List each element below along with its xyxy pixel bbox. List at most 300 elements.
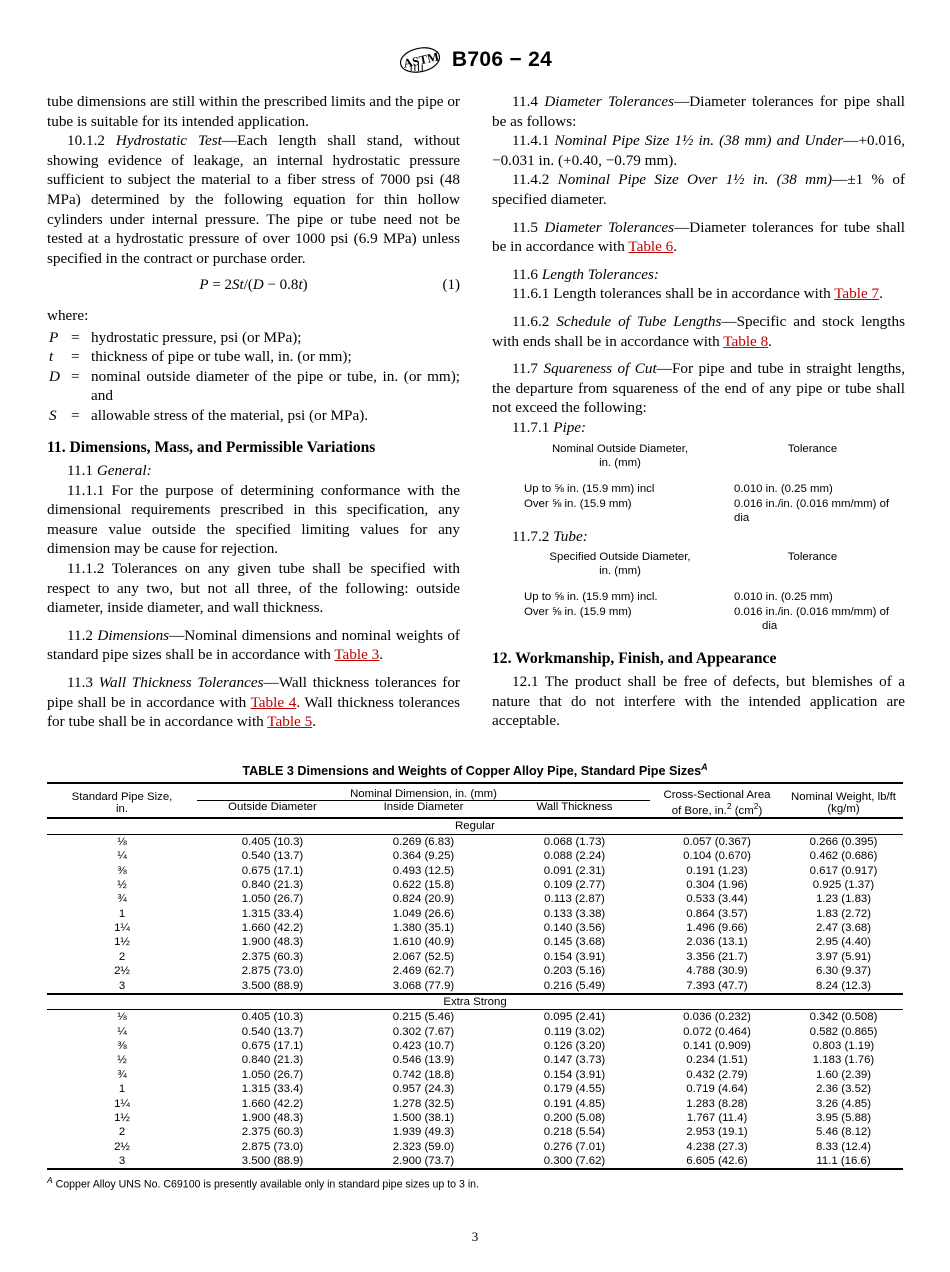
paragraph-number: 11.1.1 <box>67 481 105 499</box>
cell-nominal-weight: 6.30 (9.37) <box>815 965 872 978</box>
cell-outside-diameter: 1.660 (42.2) <box>241 922 304 934</box>
page-number: 3 <box>471 1229 479 1244</box>
cell-inside-diameter: 0.302 (7.67) <box>392 1025 455 1038</box>
cell-inside-diameter: 2.323 (59.0) <box>392 1140 455 1153</box>
paragraph-body-end: . <box>768 332 772 350</box>
pipe-tolerance-value: 0.010 in. (0.25 mm) <box>734 482 833 495</box>
paragraph-body: —Diameter tolerances for pipe shall be as follows: <box>492 93 905 130</box>
table-row <box>47 1010 903 1025</box>
paragraph-number: 11.2 <box>67 626 94 644</box>
paragraph-11-5 <box>492 218 905 257</box>
table-row <box>47 950 903 964</box>
paragraph-title: Schedule of Tube Lengths <box>556 312 722 330</box>
equation-number: (1) <box>442 277 460 294</box>
table-row <box>47 834 903 849</box>
paragraph-11-7-2 <box>492 527 905 547</box>
cell-nominal-weight: 0.266 (0.395) <box>784 834 903 849</box>
where-symbol: D <box>49 367 60 385</box>
paragraph-11-7-1 <box>492 418 905 438</box>
paragraph-11-1-1 <box>47 481 460 559</box>
paragraph-number: 12.1 <box>512 673 539 691</box>
pipe-table-row <box>506 481 891 496</box>
where-definition: hydrostatic pressure, psi (or MPa); <box>91 328 302 346</box>
mini-table-header-row <box>506 442 891 481</box>
header-line-2: in. (mm) <box>599 456 641 469</box>
cell-inside-diameter: 0.742 (18.8) <box>392 1068 455 1081</box>
cell-outside-diameter: 0.675 (17.1) <box>241 864 304 877</box>
cell-wall-thickness: 0.119 (3.02) <box>544 1025 605 1038</box>
table-row <box>47 878 903 892</box>
paragraph-number: 11.4.1 <box>512 132 550 150</box>
table-3-title-footnote-mark: A <box>701 762 708 772</box>
paragraph-number: 11.4 <box>512 93 539 110</box>
paragraph-11-1-2 <box>47 559 460 618</box>
where-equals: = <box>71 406 80 424</box>
cell-cross-sectional-area: 0.191 (1.23) <box>686 864 748 877</box>
cell-cross-sectional-area: 0.036 (0.232) <box>650 1010 784 1025</box>
table-8-reference-link[interactable]: Table 8 <box>723 332 769 350</box>
cell-pipe-size: 2 <box>118 1126 126 1139</box>
cell-cross-sectional-area: 0.719 (4.64) <box>686 1083 748 1096</box>
cell-inside-diameter: 1.049 (26.6) <box>392 907 455 920</box>
paragraph-title: Diameter Tolerances <box>544 218 675 236</box>
header-group-nominal-dimension: Nominal Dimension, in. (mm) <box>197 783 650 801</box>
table-row <box>47 892 903 906</box>
cell-pipe-size: ½ <box>117 878 127 891</box>
paragraph-title: Nominal Pipe Size Over 1½ in. (38 mm) <box>557 171 833 189</box>
cell-outside-diameter: 1.050 (26.7) <box>241 893 304 906</box>
cell-outside-diameter: 0.540 (13.7) <box>241 1025 304 1038</box>
where-label: where: <box>47 307 89 325</box>
cell-inside-diameter: 3.068 (77.9) <box>392 979 455 992</box>
paragraph-number: 11.1 <box>67 461 94 479</box>
table-3-group-header <box>47 818 903 834</box>
where-definition: allowable stress of the material, psi (or MPa). <box>91 406 369 424</box>
table-row <box>47 863 903 877</box>
cell-outside-diameter: 0.840 (21.3) <box>241 878 304 891</box>
right-column <box>492 92 905 731</box>
where-definition: nominal outside diameter of the pipe or tube, in. (or mm); and <box>91 367 460 405</box>
table-3-header-row-1 <box>47 783 903 801</box>
table-3-group-header <box>47 994 903 1010</box>
paragraph-12-1 <box>492 672 905 731</box>
cell-pipe-size: ⅛ <box>47 1010 197 1025</box>
pipe-size-range: Up to ⅝ in. (15.9 mm) incl <box>524 482 655 495</box>
cell-wall-thickness: 0.203 (5.16) <box>543 965 606 978</box>
cell-outside-diameter: 0.540 (13.7) <box>241 850 304 863</box>
mini-table-header-row <box>506 550 891 589</box>
cell-inside-diameter: 0.493 (12.5) <box>392 864 455 877</box>
cell-inside-diameter: 0.269 (6.83) <box>348 834 499 849</box>
cell-pipe-size: ¾ <box>117 1068 127 1081</box>
paragraph-11-7 <box>492 359 905 418</box>
cell-nominal-weight: 5.46 (8.12) <box>815 1126 872 1139</box>
header-line-1: Nominal Weight, lb/ft <box>791 790 896 803</box>
header-line-1: Standard Pipe Size, <box>71 790 173 803</box>
header-line-1: Nominal Outside Diameter, <box>551 442 689 455</box>
paragraph-body: —Specific and stock lengths with ends shall be in accordance with <box>492 312 905 350</box>
paragraph-11-2 <box>47 626 460 665</box>
tube-size-range: Up to ⅝ in. (15.9 mm) incl. <box>524 591 658 604</box>
cell-cross-sectional-area: 7.393 (47.7) <box>686 979 748 992</box>
cell-inside-diameter: 2.469 (62.7) <box>392 965 455 978</box>
header-cross-sectional-area <box>650 783 784 818</box>
table-3-footnote <box>47 1170 903 1192</box>
where-row <box>47 347 460 366</box>
cell-inside-diameter: 0.423 (10.7) <box>392 1040 455 1052</box>
cell-pipe-size: 1½ <box>114 936 130 949</box>
where-symbol: P <box>49 328 59 346</box>
paragraph-number: 11.7 <box>512 360 539 378</box>
paragraph-body: . Wall thickness tolerances for tube shall be in accordance with <box>47 693 461 731</box>
cell-nominal-weight: 1.60 (2.39) <box>815 1068 872 1081</box>
cell-inside-diameter: 2.900 (73.7) <box>348 1154 499 1169</box>
paragraph-title: Wall Thickness Tolerances <box>98 673 264 691</box>
cell-wall-thickness: 0.095 (2.41) <box>499 1010 650 1025</box>
pipe-table-row <box>506 496 891 525</box>
paragraph-body-end: . <box>879 285 883 303</box>
cell-cross-sectional-area: 6.605 (42.6) <box>650 1154 784 1169</box>
table-3-reference-link[interactable]: Table 3 <box>334 646 380 664</box>
header-line-2: of Bore, in.$^2$ $(cm^2)$ <box>671 800 763 817</box>
where-equals: = <box>71 328 80 346</box>
tolerance-line-1: 0.016 in./in. (0.016 mm/mm) of <box>734 606 890 619</box>
where-row <box>47 367 460 406</box>
paragraph-body: —Diameter tolerances for tube shall be in accordance with <box>492 218 905 256</box>
table-row <box>47 1024 903 1038</box>
cell-pipe-size: ¼ <box>117 850 127 863</box>
paragraph-number: 11.7.1 <box>512 418 550 436</box>
cell-outside-diameter: 2.375 (60.3) <box>241 950 304 963</box>
paragraph-body: Tolerances on any given tube shall be specified with respect to any two, but not all three, of the following: outside diameter, inside diameter, and wall thickness. <box>47 559 460 617</box>
left-column <box>47 92 460 732</box>
section-heading-12: 12. Workmanship, Finish, and Appearance <box>492 650 777 668</box>
paragraph-body: For the purpose of determining conformance with the dimensional requirements prescribed in this specification, any measure value outside the specified limiting values for any dimension may be cause for rejection. <box>47 481 460 558</box>
footnote-text: Copper Alloy UNS No. C69100 is presently available only in standard pipe sizes up to 3 in. <box>52 1178 480 1191</box>
paragraph-body-end: . <box>673 238 678 256</box>
paragraph-11-4-2 <box>492 170 905 209</box>
group-label-regular: Regular <box>47 818 903 834</box>
cell-outside-diameter: 0.675 (17.1) <box>241 1040 304 1052</box>
where-definition: thickness of pipe or tube wall, in. (or mm); <box>91 348 352 366</box>
paragraph-body: The product shall be free of defects, but blemishes of a nature that do not interfere with the intended application are acceptable. <box>492 673 905 730</box>
cell-wall-thickness: 0.200 (5.08) <box>543 1111 606 1124</box>
cell-nominal-weight: 3.26 (4.85) <box>815 1097 872 1110</box>
table-7-reference-link[interactable]: Table 7 <box>834 285 880 303</box>
table-6-reference-link[interactable]: Table 6 <box>628 238 674 256</box>
table-row <box>47 921 903 935</box>
cell-cross-sectional-area: 0.234 (1.51) <box>686 1054 748 1067</box>
cell-pipe-size: 2½ <box>114 1140 130 1153</box>
cell-nominal-weight: 0.462 (0.686) <box>809 850 878 863</box>
cell-inside-diameter: 1.610 (40.9) <box>392 936 455 949</box>
cell-wall-thickness: 0.133 (3.38) <box>543 907 606 920</box>
cell-pipe-size: ⅜ <box>117 864 127 877</box>
group-label-extra-strong: Extra Strong <box>47 994 903 1010</box>
cell-pipe-size: ⅛ <box>47 834 197 849</box>
table-row <box>47 1053 903 1067</box>
cell-wall-thickness: 0.154 (3.91) <box>543 1068 606 1081</box>
where-row <box>47 406 460 425</box>
cell-nominal-weight: 2.47 (3.68) <box>815 922 872 934</box>
cell-wall-thickness: 0.154 (3.91) <box>543 950 606 963</box>
cell-wall-thickness: 0.126 (3.20) <box>543 1040 606 1052</box>
paragraph-body: —+0.016, −0.031 in. (+0.40, −0.79 mm). <box>492 132 905 169</box>
cell-inside-diameter: 0.364 (9.25) <box>392 850 455 863</box>
cell-pipe-size: 3 <box>118 979 126 992</box>
equation-1 <box>47 277 460 297</box>
cell-outside-diameter: 1.050 (26.7) <box>241 1068 304 1081</box>
paragraph-body: —Wall thickness tolerances for pipe shall be in accordance with <box>47 673 460 711</box>
cell-nominal-weight: 0.803 (1.19) <box>812 1040 875 1052</box>
cell-inside-diameter: 0.215 (5.46) <box>348 1010 499 1025</box>
table-5-reference-link[interactable]: Table 5 <box>267 713 313 731</box>
paragraph-11-4-1 <box>492 131 905 170</box>
where-definitions-table <box>47 328 460 425</box>
paragraph-number: 11.6.1 <box>512 285 550 303</box>
pipe-tolerance-value: 0.016 in./in. (0.016 mm/mm) of dia <box>734 497 890 524</box>
tube-tolerance-value <box>734 604 891 633</box>
cell-pipe-size: 1½ <box>114 1111 130 1124</box>
cell-cross-sectional-area: 1.283 (8.28) <box>686 1097 748 1110</box>
cell-pipe-size: 1 <box>118 1083 126 1096</box>
cell-inside-diameter: 1.380 (35.1) <box>392 922 455 934</box>
cell-wall-thickness: 0.088 (2.24) <box>543 850 606 863</box>
header-outside-diameter: Outside Diameter <box>228 801 317 814</box>
paragraph-title: Dimensions <box>97 626 170 644</box>
cell-wall-thickness: 0.068 (1.73) <box>499 834 650 849</box>
cell-pipe-size: ¼ <box>117 1025 127 1038</box>
section-heading-11: 11. Dimensions, Mass, and Permissible Variations <box>47 438 376 456</box>
footnote-mark: A <box>47 1175 53 1186</box>
paragraph-number: 11.5 <box>512 218 539 236</box>
table-3-container <box>47 762 903 1192</box>
table-row <box>47 1068 903 1082</box>
cell-nominal-weight: 3.97 (5.91) <box>815 950 872 963</box>
paragraph-title: General: <box>96 461 152 479</box>
cell-wall-thickness: 0.091 (2.31) <box>543 864 606 877</box>
tube-table-row <box>506 589 891 604</box>
cell-cross-sectional-area: 0.057 (0.367) <box>650 834 784 849</box>
where-equals: = <box>71 367 80 385</box>
cell-nominal-weight: 2.36 (3.52) <box>815 1083 872 1096</box>
cell-outside-diameter: 1.315 (33.4) <box>241 1083 304 1096</box>
cell-inside-diameter: 1.500 (38.1) <box>392 1111 455 1124</box>
pipe-table-header-diameter <box>506 442 734 481</box>
paragraph-body-end: . <box>379 646 384 664</box>
svg-text:ASTM: ASTM <box>402 49 441 71</box>
cell-wall-thickness: 0.191 (4.85) <box>543 1097 606 1110</box>
cell-outside-diameter: 1.660 (42.2) <box>241 1097 304 1110</box>
cell-cross-sectional-area: 1.496 (9.66) <box>686 922 748 934</box>
tube-table-header-diameter <box>506 550 734 589</box>
table-row <box>47 935 903 949</box>
paragraph-title: Squareness of Cut <box>543 360 657 378</box>
cell-pipe-size: ⅜ <box>117 1040 127 1052</box>
table-row <box>47 906 903 920</box>
astm-logo-icon <box>398 45 442 75</box>
where-row <box>47 328 460 347</box>
pipe-table-header-tolerance: Tolerance <box>787 442 838 455</box>
pipe-squareness-tolerance-table <box>506 442 891 525</box>
paragraph-number: 11.1.2 <box>67 559 105 577</box>
tube-size-range: Over ⅝ in. (15.9 mm) <box>524 606 632 619</box>
cell-cross-sectional-area: 2.036 (13.1) <box>686 936 748 949</box>
cell-wall-thickness: 0.147 (3.73) <box>543 1054 606 1067</box>
cell-outside-diameter: 3.500 (88.9) <box>241 979 304 992</box>
cell-cross-sectional-area: 0.304 (1.96) <box>686 878 748 891</box>
cell-nominal-weight: 1.23 (1.83) <box>815 893 872 906</box>
table-row <box>47 1039 903 1053</box>
paragraph-11-4 <box>492 92 905 131</box>
paragraph-number: 10.1.2 <box>67 132 105 150</box>
table-row <box>47 1139 903 1153</box>
tube-tolerance-value: 0.010 in. (0.25 mm) <box>734 591 833 604</box>
table-row <box>47 978 903 993</box>
cell-cross-sectional-area: 0.432 (2.79) <box>686 1068 748 1081</box>
cell-inside-diameter: 2.067 (52.5) <box>392 950 455 963</box>
cell-pipe-size: 1¼ <box>114 1097 130 1110</box>
table-3 <box>47 782 903 1170</box>
table-3-title-text: TABLE 3 Dimensions and Weights of Copper Alloy Pipe, Standard Pipe Sizes <box>242 764 702 779</box>
paragraph-title: Diameter Tolerances <box>544 93 675 110</box>
cell-cross-sectional-area: 0.141 (0.909) <box>683 1040 751 1052</box>
tube-table-header-tolerance: Tolerance <box>787 551 838 564</box>
cell-wall-thickness: 0.276 (7.01) <box>543 1140 606 1153</box>
header-standard-pipe-size <box>47 783 197 818</box>
paragraph-title: Tube: <box>553 527 588 545</box>
where-symbol: t <box>49 348 54 366</box>
cell-inside-diameter: 0.824 (20.9) <box>392 893 455 906</box>
header-line-1: Cross-Sectional Area <box>663 788 771 801</box>
where-symbol: S <box>49 406 57 424</box>
paragraph-11-3 <box>47 673 460 732</box>
cell-inside-diameter: 0.957 (24.3) <box>392 1083 455 1096</box>
cell-inside-diameter: 1.939 (49.3) <box>392 1126 455 1139</box>
cell-wall-thickness: 0.179 (4.55) <box>543 1083 606 1096</box>
paragraph-title: Hydrostatic Test <box>115 132 222 150</box>
cell-cross-sectional-area: 0.072 (0.464) <box>683 1025 751 1038</box>
header-line-2: in. <box>115 802 129 815</box>
table-row <box>47 964 903 978</box>
paragraph-number: 11.6 <box>512 265 539 283</box>
paragraph-body-end: . <box>312 713 316 731</box>
cell-nominal-weight: 0.342 (0.508) <box>784 1010 903 1025</box>
table-row <box>47 849 903 863</box>
cell-wall-thickness: 0.216 (5.49) <box>543 979 606 992</box>
header-nominal-weight <box>784 783 903 818</box>
cell-outside-diameter: 0.405 (10.3) <box>197 834 348 849</box>
cell-pipe-size: 1¼ <box>114 922 130 934</box>
paragraph-body: —Nominal dimensions and nominal weights of standard pipe sizes shall be in accordance with <box>47 626 460 664</box>
paragraph-title: Pipe: <box>553 418 587 436</box>
header-inside-diameter: Inside Diameter <box>383 801 464 814</box>
cell-pipe-size: ½ <box>117 1054 127 1067</box>
pipe-size-range: Over ⅝ in. (15.9 mm) <box>524 497 632 510</box>
paragraph-11-1 <box>47 461 460 481</box>
table-row <box>47 1082 903 1096</box>
table-row <box>47 1111 903 1125</box>
table-3-title <box>47 762 903 782</box>
paragraph-11-6-2 <box>492 312 905 351</box>
paragraph-body: —±1 % of specified diameter. <box>492 171 906 208</box>
paragraph-10-1-2 <box>47 131 460 268</box>
paragraph-number: 11.6.2 <box>512 312 550 330</box>
cell-cross-sectional-area: 4.788 (30.9) <box>686 965 748 978</box>
cell-nominal-weight: 0.582 (0.865) <box>809 1025 878 1038</box>
cell-cross-sectional-area: 0.533 (3.44) <box>686 893 748 906</box>
cell-outside-diameter: 1.900 (48.3) <box>241 1111 304 1124</box>
cell-nominal-weight: 1.83 (2.72) <box>815 907 872 920</box>
cell-nominal-weight: 1.183 (1.76) <box>812 1054 875 1067</box>
cell-nominal-weight: 0.617 (0.917) <box>809 864 878 877</box>
tolerance-line-2: dia <box>762 620 778 633</box>
cell-nominal-weight: 0.925 (1.37) <box>812 878 875 891</box>
cell-outside-diameter: 2.875 (73.0) <box>241 1140 304 1153</box>
table-row <box>47 1154 903 1169</box>
cell-wall-thickness: 0.218 (5.54) <box>543 1126 606 1139</box>
cell-nominal-weight: 11.1 (16.6) <box>784 1154 903 1169</box>
page-header <box>0 45 950 85</box>
cell-wall-thickness: 0.109 (2.77) <box>543 878 606 891</box>
paragraph-number: 11.7.2 <box>512 527 550 545</box>
document-designation: B706 − 24 <box>451 48 553 71</box>
header-line-2: (kg/m) <box>827 802 860 815</box>
paragraph-number: 11.3 <box>67 673 94 691</box>
cell-cross-sectional-area: 2.953 (19.1) <box>686 1126 748 1139</box>
paragraph-title: Nominal Pipe Size 1½ in. (38 mm) and Under <box>554 132 844 150</box>
cell-wall-thickness: 0.145 (3.68) <box>543 936 606 949</box>
paragraph-title: Length Tolerances: <box>541 265 659 283</box>
paragraph-body: Length tolerances shall be in accordance with <box>553 285 835 303</box>
paragraph-number: 11.4.2 <box>512 171 550 189</box>
cell-outside-diameter: 2.375 (60.3) <box>241 1126 304 1139</box>
cell-inside-diameter: 0.622 (15.8) <box>392 878 455 891</box>
cell-nominal-weight: 8.24 (12.3) <box>815 979 872 992</box>
cell-cross-sectional-area: 0.864 (3.57) <box>686 907 748 920</box>
paragraph-body: —Each length shall stand, without showing evidence of leakage, an internal hydrostatic pressure sufficient to subject the material to a fiber stress of 7000 psi (48 MPa) determined by the following equation for thin hollow cylinders under internal pressure. The pipe or tube need not be tested at a hydrostatic pressure of over 1000 psi (6.9 MPa) unless specified in the contract or purchase order. <box>47 132 461 267</box>
tube-table-row <box>506 604 891 633</box>
paragraph-11-6-1 <box>492 284 905 304</box>
header-line-1: Specified Outside Diameter, <box>549 551 691 564</box>
paragraph-11-6 <box>492 265 905 285</box>
cell-wall-thickness: 0.140 (3.56) <box>543 922 606 934</box>
table-4-reference-link[interactable]: Table 4 <box>250 693 297 711</box>
cell-outside-diameter: 0.405 (10.3) <box>197 1010 348 1025</box>
where-equals: = <box>71 348 80 366</box>
cell-pipe-size: 2½ <box>114 965 130 978</box>
table-row <box>47 1096 903 1110</box>
cell-pipe-size: ¾ <box>117 893 127 906</box>
cell-inside-diameter: 1.278 (32.5) <box>392 1097 455 1110</box>
cell-nominal-weight: 8.33 (12.4) <box>815 1140 872 1153</box>
cell-inside-diameter: 0.546 (13.9) <box>392 1054 455 1067</box>
cell-outside-diameter: 0.840 (21.3) <box>241 1054 304 1067</box>
header-wall-thickness: Wall Thickness <box>536 801 613 814</box>
cell-wall-thickness: 0.300 (7.62) <box>499 1154 650 1169</box>
cell-nominal-weight: 3.95 (5.88) <box>815 1111 872 1124</box>
tube-squareness-tolerance-table <box>506 550 891 633</box>
cell-pipe-size: 2 <box>118 950 126 963</box>
cell-wall-thickness: 0.113 (2.87) <box>544 893 605 906</box>
cell-cross-sectional-area: 0.104 (0.670) <box>683 850 751 863</box>
paragraph-body: —For pipe and tube in straight lengths, the departure from squareness of the end of any pipe or tube shall not exceed the following: <box>492 360 906 417</box>
paragraph-continued: tube dimensions are still within the prescribed limits and the pipe or tube is suitable for its intended application. <box>47 93 460 130</box>
table-row <box>47 1125 903 1139</box>
cell-outside-diameter: 1.315 (33.4) <box>241 907 304 920</box>
cell-pipe-size: 3 <box>47 1154 197 1169</box>
cell-cross-sectional-area: 1.767 (11.4) <box>686 1111 748 1124</box>
